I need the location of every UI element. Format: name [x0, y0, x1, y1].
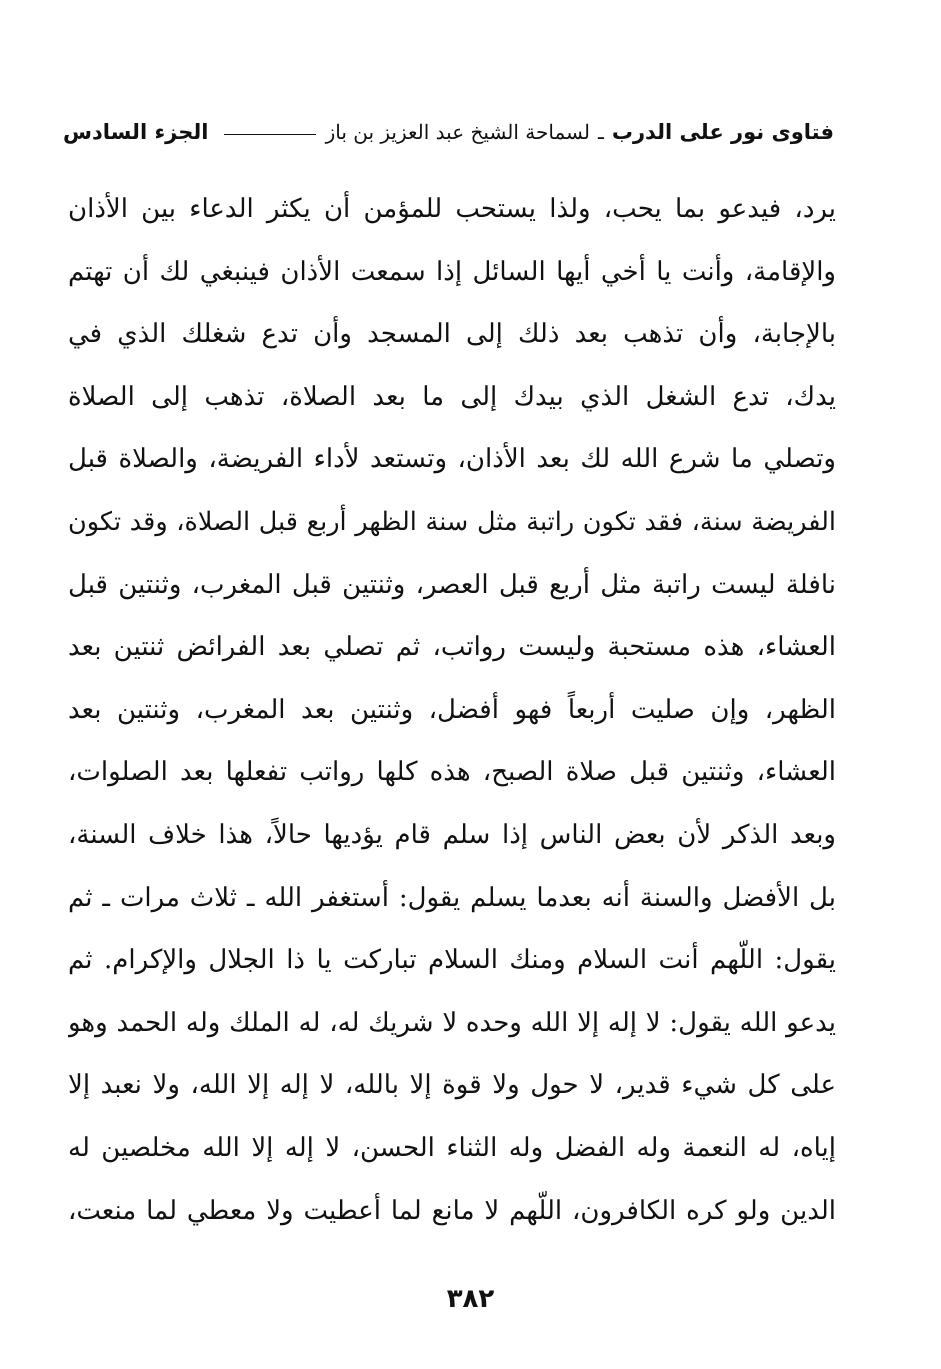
text-line: بل الأفضل والسنة أنه بعدما يسلم يقول: أستغفر الله ـ ثلاث مرات ـ ثم [68, 882, 836, 913]
body-text [68, 178, 836, 1242]
text-line: نافلة ليست راتبة مثل أربع قبل العصر، وثنتين قبل المغرب، وثنتين قبل [68, 569, 836, 600]
text-line: العشاء، وثنتين قبل صلاة الصبح، هذه كلها رواتب تفعلها بعد الصلوات، [68, 757, 836, 788]
text-line: بالإجابة، وأن تذهب بعد ذلك إلى المسجد وأن تدع شغلك الذي في [68, 319, 836, 350]
book-title: فتاوى نور على الدرب [611, 120, 834, 144]
text-line: والإقامة، وأنت يا أخي أيها السائل إذا سمعت الأذان فينبغي لك أن تهتم [68, 256, 836, 287]
text-line: يقول: اللّهم أنت السلام ومنك السلام تباركت يا ذا الجلال والإكرام. ثم [68, 945, 836, 976]
text-line: إياه، له النعمة وله الفضل وله الثناء الحسن، لا إله إلا الله مخلصين له [68, 1132, 836, 1163]
author-name: لسماحة الشيخ عبد العزيز بن باز [325, 120, 590, 144]
text-line: يرد، فيدعو بما يحب، ولذا يستحب للمؤمن أن يكثر الدعاء بين الأذان [68, 194, 836, 224]
text-line: الظهر، وإن صليت أربعاً فهو أفضل، وثنتين بعد المغرب، وثنتين بعد [68, 694, 836, 725]
header-separator: ـ [597, 120, 604, 144]
running-header [63, 112, 834, 152]
header-title-group [326, 120, 834, 144]
header-volume-group [63, 120, 326, 144]
text-line: العشاء، هذه مستحبة وليست رواتب، ثم تصلي بعد الفرائض ثنتين بعد [68, 632, 836, 663]
text-line: الفريضة سنة، فقد تكون راتبة مثل سنة الظهر أربع قبل الصلاة، وقد تكون [68, 506, 836, 537]
text-line: على كل شيء قدير، لا حول ولا قوة إلا بالله، لا إله إلا الله، ولا نعبد إلا [68, 1070, 836, 1101]
text-line: يدك، تدع الشغل الذي بيدك إلى ما بعد الصلاة، تذهب إلى الصلاة [68, 381, 836, 412]
text-line: يدعو الله يقول: لا إله إلا الله وحده لا شريك له، له الملك وله الحمد وهو [68, 1007, 836, 1038]
page-number: ٣٨٢ [446, 1284, 495, 1314]
volume-label: الجزء السادس [63, 120, 209, 144]
text-line: وبعد الذكر لأن بعض الناس إذا سلم قام يؤديها حالاً، هذا خلاف السنة، [68, 819, 836, 850]
header-rule [224, 134, 316, 135]
text-line: الدين ولو كره الكافرون، اللّهم لا مانع لما أعطيت ولا معطي لما منعت، [68, 1195, 836, 1226]
text-line: وتصلي ما شرع الله لك بعد الأذان، وتستعد لأداء الفريضة، والصلاة قبل [68, 444, 836, 475]
